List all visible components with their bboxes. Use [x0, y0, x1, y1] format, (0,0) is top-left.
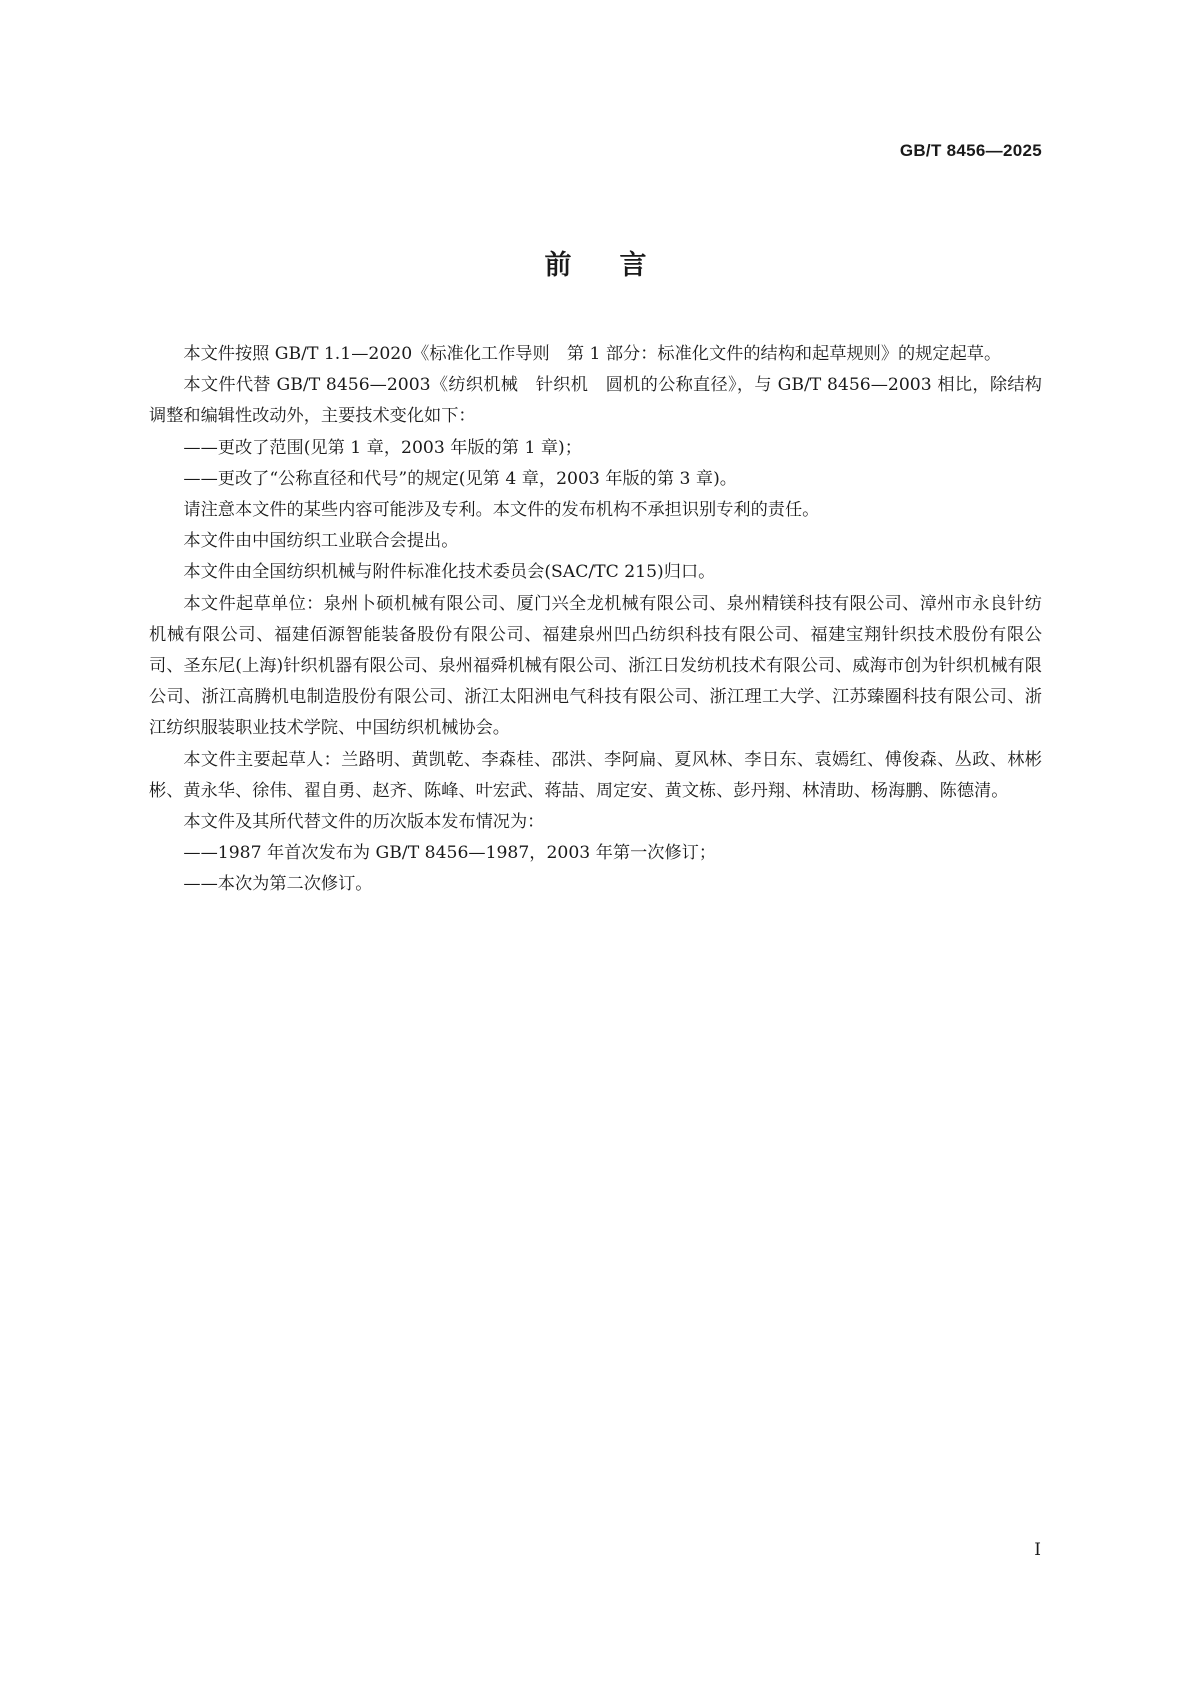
paragraph-drafters: 本文件主要起草人：兰路明、黄凯乾、李森桂、邵洪、李阿扁、夏风林、李日东、袁嫣红、傅俊森、丛政、林彬彬、黄永华、徐伟、翟自勇、赵齐、陈峰、叶宏武、蒋喆、周定安、黄文栋、彭丹翔、林清助、杨海鹏、陈德清。: [149, 749, 1042, 801]
page-number: I: [1034, 1540, 1041, 1560]
paragraph-patent-notice: 请注意本文件的某些内容可能涉及专利。本文件的发布机构不承担识别专利的责任。: [183, 500, 820, 521]
paragraph-replaces: 本文件代替 GB/T 8456—2003《纺织机械 针织机 圆机的公称直径》，与 GB/T 8456—2003 相比，除结构调整和编辑性改动外，主要技术变化如下：: [149, 375, 1042, 427]
history-item-first-release: ——1987 年首次发布为 GB/T 8456—1987，2003 年第一次修订；: [183, 843, 717, 864]
history-item-second-revision: ——本次为第二次修订。: [183, 874, 373, 895]
paragraph-under-jurisdiction: 本文件由全国纺织机械与附件标准化技术委员会(SAC/TC 215)归口。: [183, 562, 716, 583]
document-code: GB/T 8456—2025: [899, 141, 1042, 160]
change-item-diameter: ——更改了“公称直径和代号”的规定(见第 4 章，2003 年版的第 3 章)。: [183, 468, 737, 489]
paragraph-drafting-rules: 本文件按照 GB/T 1.1—2020《标准化工作导则 第 1 部分：标准化文件的结构和起草规则》的规定起草。: [183, 344, 1002, 364]
preface-body: [149, 339, 1042, 901]
paragraph-drafting-units: 本文件起草单位：泉州卜硕机械有限公司、厦门兴全龙机械有限公司、泉州精镁科技有限公司、漳州市永良针纺机械有限公司、福建佰源智能装备股份有限公司、福建泉州凹凸纺织科技有限公司、福建宝翔针织技术股份有限公司、圣东尼(上海)针织机器有限公司、泉州福舜机械有限公司、浙江日发纺机技术有限公司、威海市创为针织机械有限公司、浙江高腾机电制造股份有限公司、浙江太阳洲电气科技有限公司、浙江理工大学、江苏臻圈科技有限公司、浙江纺织服装职业技术学院、中国纺织机械协会。: [149, 593, 1042, 739]
change-item-scope: ——更改了范围(见第 1 章，2003 年版的第 1 章)；: [183, 437, 582, 458]
paragraph-version-history: 本文件及其所代替文件的历次版本发布情况为：: [183, 812, 545, 833]
paragraph-proposed-by: 本文件由中国纺织工业联合会提出。: [183, 531, 459, 552]
page-title: 前言: [544, 250, 695, 281]
